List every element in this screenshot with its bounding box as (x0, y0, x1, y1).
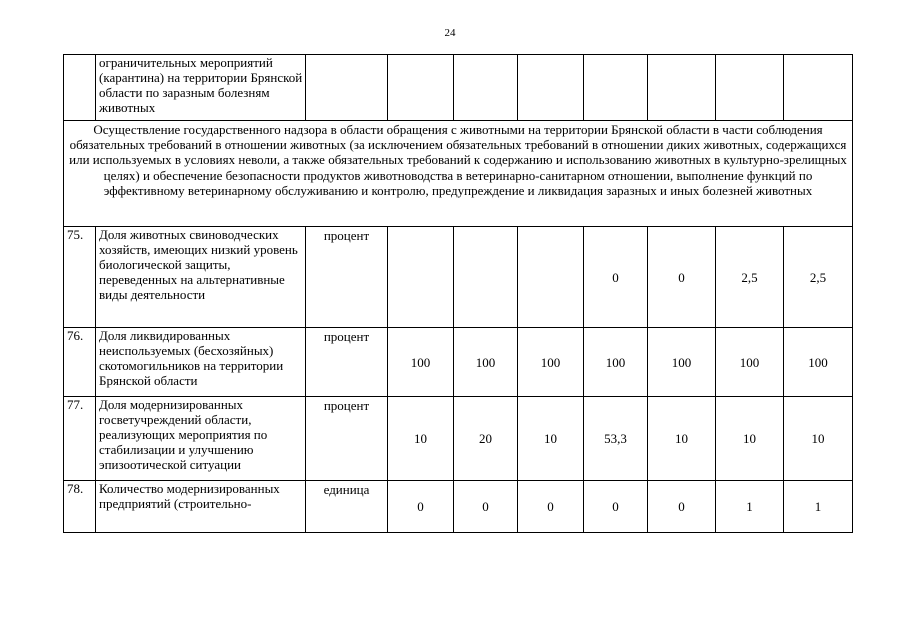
value-cell (454, 227, 518, 328)
value-cell: 53,3 (584, 397, 648, 481)
value-cell: 10 (648, 397, 716, 481)
value-cell: 0 (584, 227, 648, 328)
value-cell: 2,5 (716, 227, 784, 328)
row-number: 76. (64, 328, 96, 397)
unit: процент (306, 397, 388, 481)
value-cell: 100 (784, 328, 853, 397)
value-cell (518, 227, 584, 328)
value-cell: 0 (388, 481, 454, 533)
table-row (64, 481, 853, 533)
unit: процент (306, 328, 388, 397)
value-cell: 10 (784, 397, 853, 481)
value-cell: 2,5 (784, 227, 853, 328)
value-cell (518, 55, 584, 121)
value-cell: 10 (388, 397, 454, 481)
unit: единица (306, 481, 388, 533)
value-cell: 10 (518, 397, 584, 481)
row-number: 78. (64, 481, 96, 533)
value-cell (388, 55, 454, 121)
value-cell: 0 (584, 481, 648, 533)
indicator-name: Количество модернизированных предприятий (строительно- (96, 481, 306, 533)
table-row-continued (64, 55, 853, 121)
section-header: Осуществление государственного надзора в области обращения с животными на территории Брянской области в части соблюдения обязательных требований в отношении животных (за исключением обязательных требований в отношении диких животных, содержащихся или используемых в условиях неволи, а также обязательных требований к содержанию и использованию животных в культурно-зрелищных целях) и обеспечение безопасности продуктов животноводства в ветеринарно-санитарном отношении, выполнение функций по эффективному ветеринарному обслуживанию и контролю, предупреждение и ликвидация заразных и иных болезней животных (64, 121, 853, 227)
value-cell: 1 (716, 481, 784, 533)
value-cell: 0 (454, 481, 518, 533)
value-cell: 100 (716, 328, 784, 397)
value-cell: 100 (518, 328, 584, 397)
value-cell: 1 (784, 481, 853, 533)
value-cell (388, 227, 454, 328)
table-row (64, 397, 853, 481)
value-cell (454, 55, 518, 121)
row-number: 75. (64, 227, 96, 328)
indicators-table (63, 54, 853, 533)
value-cell: 100 (388, 328, 454, 397)
value-cell: 100 (454, 328, 518, 397)
indicator-name: Доля ликвидированных неиспользуемых (бесхозяйных) скотомогильников на территории Брянской области (96, 328, 306, 397)
indicator-name-cell: ограничительных мероприятий (карантина) на территории Брянской области по заразным болезням животных (96, 55, 306, 121)
value-cell: 0 (648, 227, 716, 328)
value-cell (648, 55, 716, 121)
page-number: 24 (444, 27, 456, 39)
indicator-name: Доля животных свиноводческих хозяйств, имеющих низкий уровень биологической защиты, переведенных на альтернативные виды деятельности (96, 227, 306, 328)
value-cell: 20 (454, 397, 518, 481)
row-number: 77. (64, 397, 96, 481)
unit: процент (306, 227, 388, 328)
num-cell (64, 55, 96, 121)
value-cell (716, 55, 784, 121)
value-cell (784, 55, 853, 121)
value-cell: 10 (716, 397, 784, 481)
indicator-name: Доля модернизированных госветучреждений области, реализующих мероприятия по стабилизации и улучшению эпизоотической ситуации (96, 397, 306, 481)
value-cell: 100 (584, 328, 648, 397)
unit-cell (306, 55, 388, 121)
section-header-row (64, 121, 853, 227)
value-cell: 0 (648, 481, 716, 533)
value-cell (584, 55, 648, 121)
table-row (64, 227, 853, 328)
value-cell: 100 (648, 328, 716, 397)
table-row (64, 328, 853, 397)
value-cell: 0 (518, 481, 584, 533)
